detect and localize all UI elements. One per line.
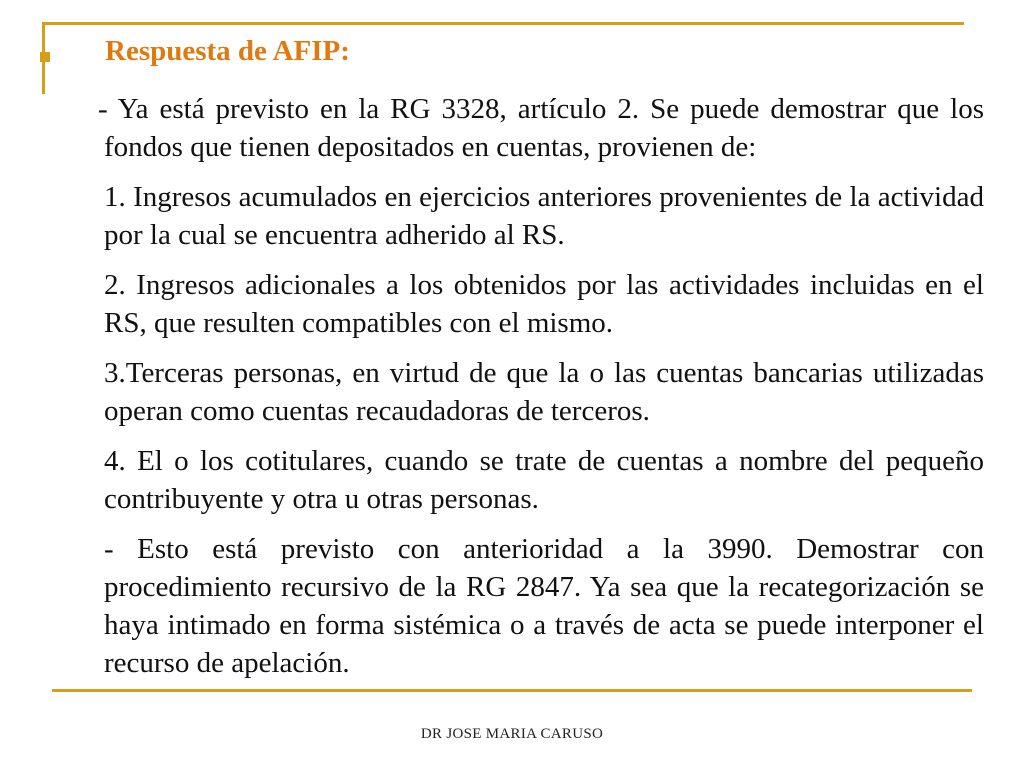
intro-paragraph: - Ya está previsto en la RG 3328, artículo 2. Se puede demostrar que los fondos que tienen depositados en cuentas, provienen de: [98,93,984,163]
list-item-1: 1. Ingresos acumulados en ejercicios anteriores provenientes de la actividad por la cual se encuentra adherido al RS. [104,181,984,251]
slide-heading: Respuesta de AFIP: [105,35,350,67]
closing-paragraph: - Esto está previsto con anterioridad a la 3990. Demostrar con procedimiento recursivo de la RG 2847. Ya sea que la recategorización se haya intimado en forma sistémica o a través de acta se puede interponer el recurso de apelación. [104,533,984,679]
list-item-3: 3.Terceras personas, en virtud de que la o las cuentas bancarias utilizadas operan como cuentas recaudadoras de terceros. [104,357,984,427]
footer-author: DR JOSE MARIA CARUSO [420,726,604,742]
square-bullet-icon [40,52,50,62]
bottom-rule [52,689,972,692]
list-item-2: 2. Ingresos adicionales a los obtenidos por las actividades incluidas en el RS, que resulten compatibles con el mismo. [104,269,984,339]
top-rule [42,22,964,25]
slide-body [98,90,984,694]
list-item-4: 4. El o los cotitulares, cuando se trate de cuentas a nombre del pequeño contribuyente y otra u otras personas. [104,445,984,515]
